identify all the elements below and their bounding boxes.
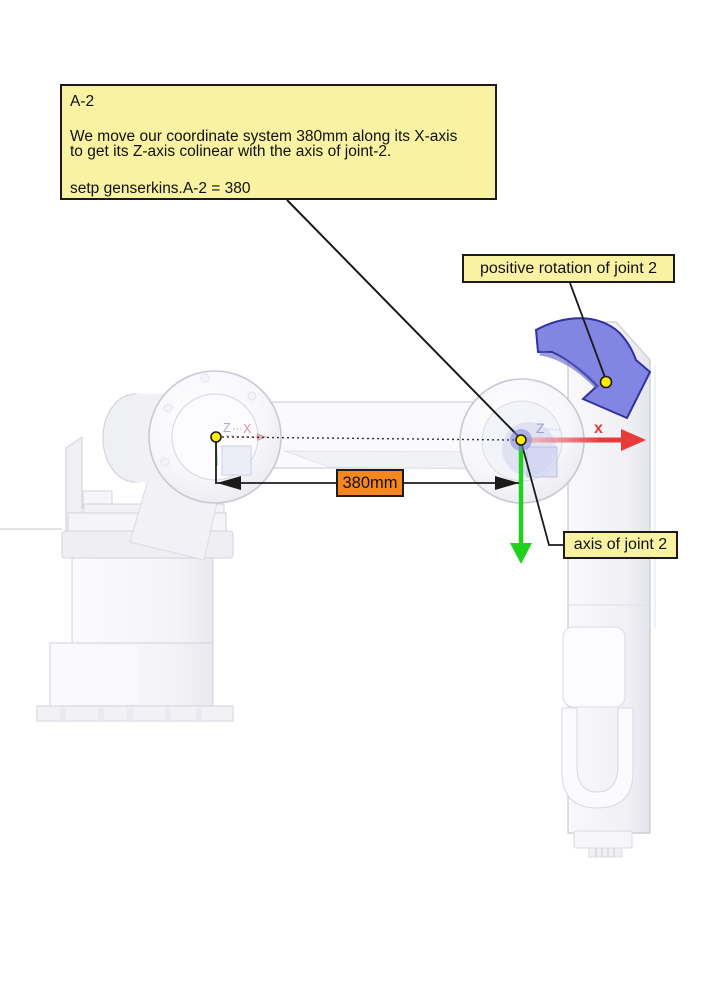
callout-body-line1: We move our coordinate system 380mm along its X-axis (70, 127, 458, 145)
x-axis-label: x (594, 420, 603, 437)
callout-command: setp genserkins.A-2 = 380 (70, 179, 251, 197)
z-axis-label-left: Z (223, 421, 231, 435)
z-axis-label-right: Z (536, 420, 545, 436)
origin-marker-right (516, 435, 526, 445)
label-positive-rotation: positive rotation of joint 2 (462, 254, 675, 283)
forearm-panel (563, 627, 625, 707)
x-axis-label-left: X (243, 422, 252, 436)
callout-body-line2: to get its Z-axis colinear with the axis of joint-2. (70, 143, 392, 160)
rotation-point-marker (601, 377, 612, 388)
wrist-connector (589, 848, 622, 857)
elbow-frame-square (527, 447, 557, 477)
label-axis-of-joint-2: axis of joint 2 (563, 531, 678, 559)
wrist-flange (574, 831, 632, 848)
origin-marker-left (211, 432, 221, 442)
base-plate (37, 706, 233, 721)
label-dimension-380mm: 380mm (336, 469, 404, 497)
callout-title: A-2 (70, 93, 95, 110)
shoulder-frame-square (222, 446, 251, 475)
base-column (72, 558, 213, 643)
callout-a2 (60, 84, 497, 200)
